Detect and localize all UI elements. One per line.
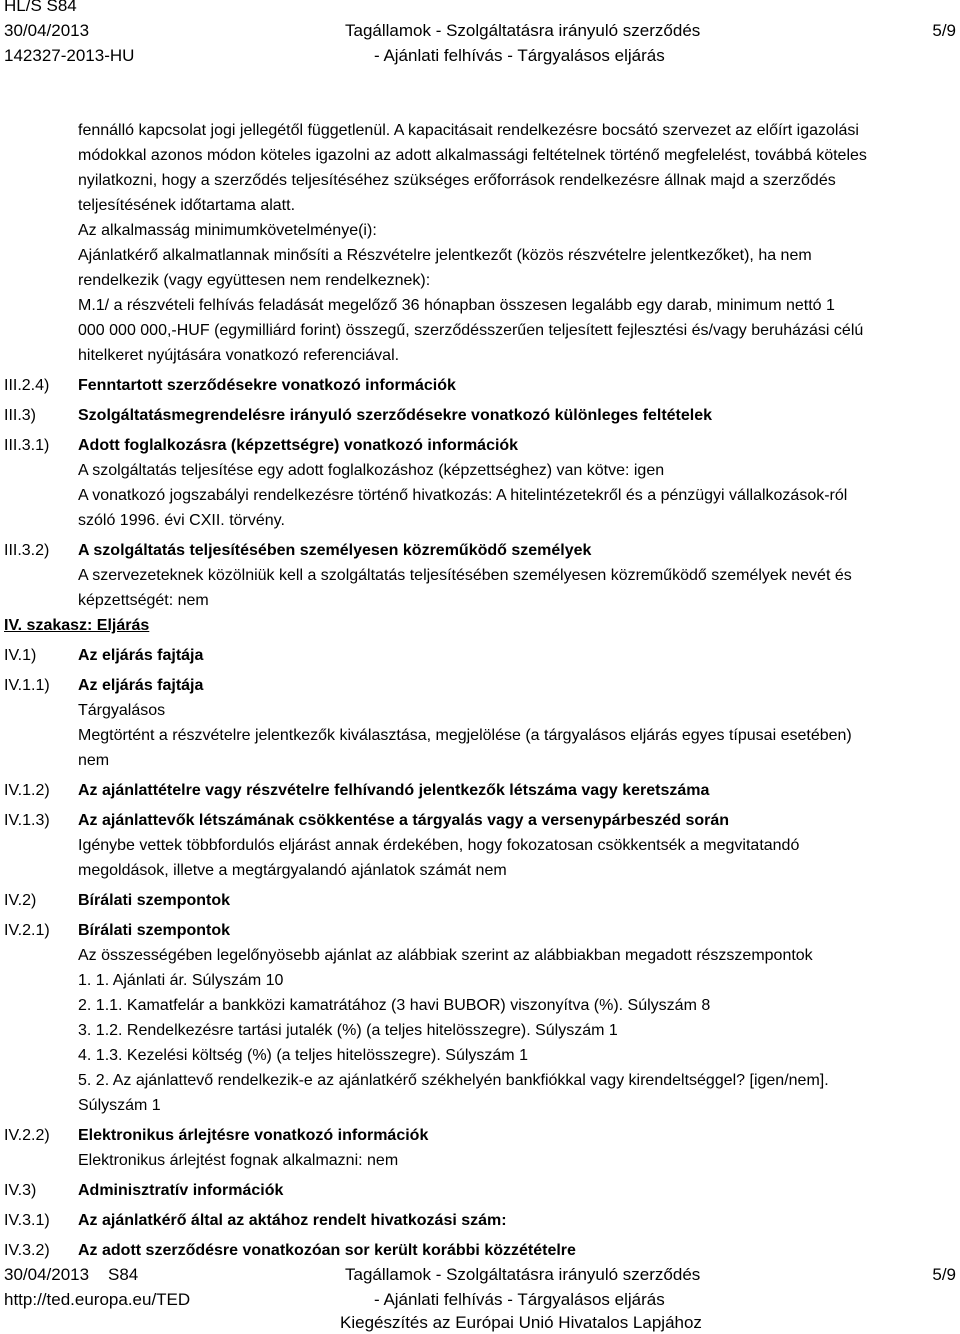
section-title: Az ajánlatkérő által az aktához rendelt hivatkozási szám: xyxy=(78,1212,507,1229)
footer-journal: Kiegészítés az Európai Unió Hivatalos Lapjához xyxy=(340,1313,702,1332)
section-IV-2-1 xyxy=(0,918,960,1118)
section-III-2-4 xyxy=(0,373,960,398)
section-title: Az eljárás fajtája xyxy=(78,677,204,694)
section-number: III.3) xyxy=(4,407,37,424)
section-IV-2-2 xyxy=(0,1123,960,1173)
text-line: nem xyxy=(78,752,110,769)
section-number: IV.1.2) xyxy=(4,782,50,799)
section-title: Fenntartott szerződésekre vonatkozó információk xyxy=(78,377,456,394)
text-line: teljesítésének időtartama alatt. xyxy=(78,197,296,214)
header-notice-id: 142327-2013-HU xyxy=(4,46,135,65)
text-line: Elektronikus árlejtést fognak alkalmazni: nem xyxy=(78,1152,399,1169)
footer-title: Tagállamok - Szolgáltatásra irányuló szerződés xyxy=(345,1265,701,1284)
text-line: rendelkezik (vagy együttesen nem rendelkeznek): xyxy=(78,272,431,289)
header-date: 30/04/2013 xyxy=(4,21,90,40)
criterion-line: 2. 1.1. Kamatfelár a bankközi kamatrátához (3 havi BUBOR) viszonyítva (%). Súlyszám 8 xyxy=(78,997,711,1014)
section-title: Az ajánlattételre vagy részvételre felhívandó jelentkezők létszáma vagy keretszáma xyxy=(78,782,710,799)
section-title: Bírálati szempontok xyxy=(78,892,231,909)
criterion-line: 3. 1.2. Rendelkezésre tartási jutalék (%) (a teljes hitelösszegre). Súlyszám 1 xyxy=(78,1022,618,1039)
text-line: Tárgyalásos xyxy=(78,702,166,719)
section-III-3 xyxy=(0,403,960,428)
header-title: Tagállamok - Szolgáltatásra irányuló szerződés xyxy=(345,21,701,40)
section-IV-1-2 xyxy=(0,778,960,803)
text-line: A vonatkozó jogszabályi rendelkezésre történő hivatkozás: A hitelintézetekről és a pénzügyi vállalkozások-ról xyxy=(78,487,848,504)
section-number: IV.3.2) xyxy=(4,1242,50,1259)
section-title: Adott foglalkozásra (képzettségre) vonatkozó információk xyxy=(78,437,519,454)
section-IV-1-3 xyxy=(0,808,960,883)
section-title: Elektronikus árlejtésre vonatkozó információk xyxy=(78,1127,429,1144)
capacity-continuation xyxy=(0,118,960,368)
criterion-line: 5. 2. Az ajánlattevő rendelkezik-e az ajánlatkérő székhelyén bankfiókkal vagy kirendeltséggel? [igen/nem]. xyxy=(78,1072,829,1089)
section-title: Bírálati szempontok xyxy=(78,922,231,939)
document-body xyxy=(0,118,960,1263)
footer-url-link[interactable]: http://ted.europa.eu/TED xyxy=(4,1290,191,1309)
section-number: IV.3.1) xyxy=(4,1212,50,1229)
text-line: Az alkalmasság minimumkövetelménye(i): xyxy=(78,222,377,239)
text-line: Az összességében legelőnyösebb ajánlat az alábbiak szerint az alábbiakban megadott részszempontok xyxy=(78,947,813,964)
criterion-line: 4. 1.3. Kezelési költség (%) (a teljes hitelösszegre). Súlyszám 1 xyxy=(78,1047,528,1064)
section-IV-3 xyxy=(0,1178,960,1203)
section-number: IV.2.1) xyxy=(4,922,50,939)
text-line: módokkal azonos módon köteles igazolni az adott alkalmassági feltételnek történő megfelelést, továbbá köteles xyxy=(78,147,867,164)
footer-page-number: 5/9 xyxy=(932,1265,956,1284)
section-number: IV.3) xyxy=(4,1182,37,1199)
text-line: nyilatkozni, hogy a szerződés teljesítéséhez szükséges erőforrások rendelkezésre állnak majd a szerződés xyxy=(78,172,836,189)
section-title: A szolgáltatás teljesítésében személyesen közreműködő személyek xyxy=(78,542,592,559)
section-number: IV.2.2) xyxy=(4,1127,50,1144)
part-IV-heading: IV. szakasz: Eljárás xyxy=(4,617,150,634)
text-line: 000 000 000,-HUF (egymilliárd forint) összegű, szerződésszerűen teljesített fejlesztési és/vagy beruházási célú xyxy=(78,322,864,339)
text-line: Megtörtént a részvételre jelentkezők kiválasztása, megjelölése (a tárgyalásos eljárás egyes típusai esetében) xyxy=(78,727,852,744)
section-number: IV.1.3) xyxy=(4,812,50,829)
text-line: hitelkeret nyújtására vonatkozó referenciával. xyxy=(78,347,400,364)
section-number: IV.1.1) xyxy=(4,677,50,694)
text-line: A szolgáltatás teljesítése egy adott foglalkozáshoz (képzettséghez) van kötve: igen xyxy=(78,462,665,479)
section-IV-3-1 xyxy=(0,1208,960,1233)
text-line: Igénybe vettek többfordulós eljárást annak érdekében, hogy fokozatosan csökkentsék a megvitatandó xyxy=(78,837,800,854)
text-line: A szervezeteknek közölniük kell a szolgáltatás teljesítésében személyesen közreműködő személyek nevét és xyxy=(78,567,852,584)
section-number: IV.2) xyxy=(4,892,37,909)
text-line: szóló 1996. évi CXII. törvény. xyxy=(78,512,285,529)
section-title: Szolgáltatásmegrendelésre irányuló szerződésekre vonatkozó különleges feltételek xyxy=(78,407,713,424)
section-IV-1 xyxy=(0,643,960,668)
section-number: III.3.2) xyxy=(4,542,50,559)
criterion-line: 1. 1. Ajánlati ár. Súlyszám 10 xyxy=(78,972,284,989)
section-number: III.3.1) xyxy=(4,437,50,454)
text-line: megoldások, illetve a megtárgyalandó ajánlatok számát nem xyxy=(78,862,507,879)
header-subtitle: - Ajánlati felhívás - Tárgyalásos eljárás xyxy=(374,46,665,65)
text-line: képzettségét: nem xyxy=(78,592,209,609)
header-page-number: 5/9 xyxy=(932,21,956,40)
section-IV-1-1 xyxy=(0,673,960,773)
text-line: fennálló kapcsolat jogi jellegétől függetlenül. A kapacitásait rendelkezésre bocsátó szervezet az előírt igazolási xyxy=(78,122,859,139)
section-III-3-2 xyxy=(0,538,960,613)
section-title: Az eljárás fajtája xyxy=(78,647,204,664)
section-number: III.2.4) xyxy=(4,377,50,394)
section-title: Adminisztratív információk xyxy=(78,1182,284,1199)
section-title: Az adott szerződésre vonatkozóan sor került korábbi közzétételre xyxy=(78,1242,576,1259)
text-line: M.1/ a részvételi felhívás feladását megelőző 36 hónapban összesen legalább egy darab, minimum nettó 1 xyxy=(78,297,835,314)
footer-date-issue: 30/04/2013 S84 xyxy=(4,1265,139,1284)
section-IV-2 xyxy=(0,888,960,913)
section-title: Az ajánlattevők létszámának csökkentése a tárgyalás vagy a versenypárbeszéd során xyxy=(78,812,730,829)
section-III-3-1 xyxy=(0,433,960,533)
section-IV-3-2 xyxy=(0,1238,960,1263)
text-line: Ajánlatkérő alkalmatlannak minősíti a Részvételre jelentkezőt (közös részvételre jelentkezőket), ha nem xyxy=(78,247,812,264)
header-doc-code: HL/S S84 xyxy=(4,0,77,15)
criterion-line: Súlyszám 1 xyxy=(78,1097,161,1114)
footer-subtitle: - Ajánlati felhívás - Tárgyalásos eljárás xyxy=(374,1290,665,1309)
section-number: IV.1) xyxy=(4,647,37,664)
